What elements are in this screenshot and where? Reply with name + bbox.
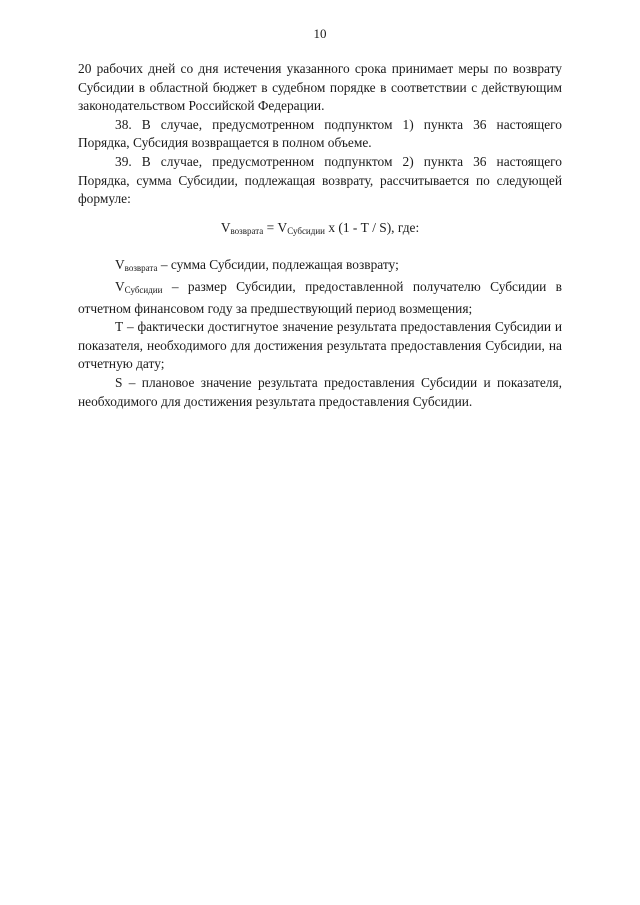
formula-equals: = xyxy=(263,219,278,235)
definition-v-subsidy xyxy=(78,278,562,318)
formula-v-subsidy: V xyxy=(277,219,288,235)
definition-v-return-sub: возврата xyxy=(124,263,158,274)
formula-tail: х (1 - Т / S), где: xyxy=(324,219,420,235)
definition-v-return-text: – сумма Субсидии, подлежащая возврату; xyxy=(157,257,399,273)
paragraph-39: 39. В случае, предусмотренном подпунктом 2) пункта 36 настоящего Порядка, сумма Субсидии, подлежащая возврату, рассчитывается по следующей формуле: xyxy=(78,153,562,207)
definition-v-return xyxy=(78,256,562,278)
paragraph-38: 38. В случае, предусмотренном подпунктом 1) пункта 36 настоящего Порядка, Субсидия возвращается в полном объеме. xyxy=(78,116,562,151)
definition-v-subsidy-sub: Субсидии xyxy=(124,284,163,295)
definition-t: Т – фактически достигнутое значение результата предоставления Субсидии и показателя, необходимого для достижения результата предоставления Субсидии, на отчетную дату; xyxy=(78,319,562,372)
formula-v-return: V xyxy=(220,219,231,235)
document-body xyxy=(78,60,562,411)
definition-s: S – плановое значение результата предоставления Субсидии и показателя, необходимого для достижения результата предоставления Субсидии. xyxy=(78,374,562,409)
page-number: 10 xyxy=(313,26,327,41)
formula-sub-subsidy: Субсидии xyxy=(287,225,325,236)
formula-sub-return: возврата xyxy=(230,225,264,236)
formula xyxy=(78,219,562,241)
definition-v-subsidy-text: – размер Субсидии, предоставленной получателю Субсидии в отчетном финансовом году за предшествующий период возмещения; xyxy=(78,278,562,316)
definition-v-return-symbol: V xyxy=(115,257,125,273)
definition-v-subsidy-symbol: V xyxy=(115,278,125,294)
paragraph-return-deadline: 20 рабочих дней со дня истечения указанного срока принимает меры по возврату Субсидии в областной бюджет в судебном порядке в соответствии с действующим законодательством Российской Федерации. xyxy=(78,61,562,114)
